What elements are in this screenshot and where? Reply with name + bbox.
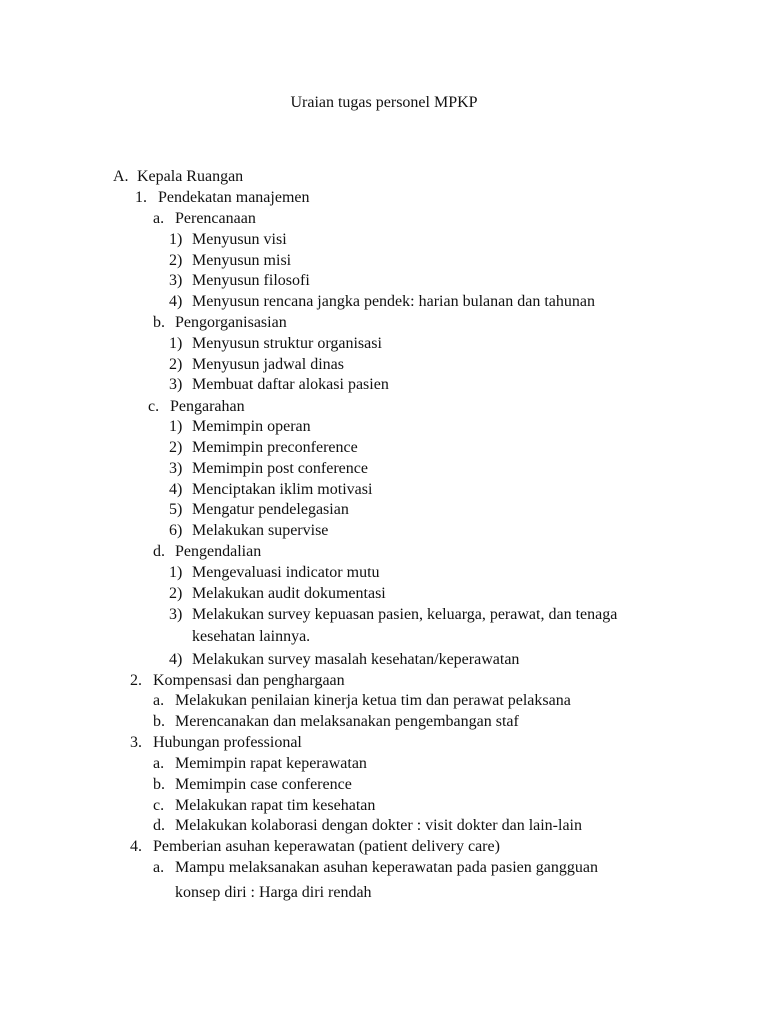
outline-item — [153, 796, 375, 816]
outline-item — [148, 397, 245, 417]
item-text: Melakukan penilaian kinerja ketua tim dan perawat pelaksana — [175, 692, 571, 709]
item-marker: 2) — [169, 439, 183, 456]
item-text: kesehatan lainnya. — [192, 628, 311, 645]
item-marker: 2) — [169, 356, 183, 373]
item-marker: a. — [153, 859, 165, 876]
item-marker: 1) — [169, 418, 183, 435]
item-text: Pemberian asuhan keperawatan (patient delivery care) — [153, 838, 500, 855]
item-text: Menyusun rencana jangka pendek: harian bulanan dan tahunan — [192, 293, 595, 310]
item-marker: 1) — [169, 231, 183, 248]
outline-item — [192, 627, 310, 647]
item-marker: a. — [153, 692, 165, 709]
item-marker: d. — [153, 543, 165, 560]
item-text: Perencanaan — [175, 210, 256, 227]
section-heading — [113, 167, 243, 187]
outline-item — [153, 542, 261, 562]
item-text: Melakukan rapat tim kesehatan — [175, 797, 376, 814]
item-text: Menyusun misi — [192, 252, 292, 269]
outline-item — [169, 251, 291, 271]
outline-item — [153, 775, 352, 795]
item-marker: b. — [153, 713, 165, 730]
item-marker: 3) — [169, 460, 183, 477]
item-marker: a. — [153, 755, 165, 772]
outline-item — [169, 230, 287, 250]
item-text: Melakukan supervise — [192, 522, 329, 539]
item-text: Melakukan survey masalah kesehatan/keperawatan — [192, 651, 520, 668]
item-text: Mengevaluasi indicator mutu — [192, 564, 380, 581]
outline-item — [153, 754, 367, 774]
item-marker: 3. — [130, 734, 142, 751]
item-marker: a. — [153, 210, 165, 227]
item-marker: 2) — [169, 252, 183, 269]
item-text: Pendekatan manajemen — [158, 189, 310, 206]
outline-item — [169, 355, 344, 375]
outline-item — [169, 500, 349, 520]
item-text: Menyusun struktur organisasi — [192, 335, 382, 352]
item-marker: 4) — [169, 651, 183, 668]
outline-item — [169, 292, 595, 312]
item-text: Memimpin rapat keperawatan — [175, 755, 367, 772]
outline-item — [169, 417, 311, 437]
outline-item — [135, 188, 310, 208]
item-text: Mampu melaksanakan asuhan keperawatan pada pasien gangguan — [175, 859, 598, 876]
outline-item — [175, 883, 372, 903]
item-marker: 2. — [130, 672, 142, 689]
item-text: konsep diri : Harga diri rendah — [175, 884, 372, 901]
item-text: Menyusun filosofi — [192, 272, 310, 289]
outline-item — [130, 733, 302, 753]
item-text: Pengendalian — [175, 543, 262, 560]
outline-item — [169, 605, 617, 625]
item-marker: d. — [153, 817, 165, 834]
item-text: Melakukan survey kepuasan pasien, keluarga, perawat, dan tenaga — [192, 606, 618, 623]
item-marker: 3) — [169, 606, 183, 623]
outline-item — [153, 816, 582, 836]
item-text: Memimpin case conference — [175, 776, 352, 793]
outline-item — [169, 584, 386, 604]
item-text: Memimpin post conference — [192, 460, 368, 477]
item-marker: 4) — [169, 293, 183, 310]
item-text: Pengorganisasian — [175, 314, 287, 331]
item-text: Membuat daftar alokasi pasien — [192, 376, 389, 393]
outline-item — [153, 209, 256, 229]
item-text: Menciptakan iklim motivasi — [192, 481, 373, 498]
outline-item — [169, 480, 372, 500]
item-text: Menyusun jadwal dinas — [192, 356, 344, 373]
outline-item — [153, 313, 287, 333]
outline-item — [169, 271, 310, 291]
outline-item — [153, 858, 598, 878]
outline-item — [169, 375, 389, 395]
item-marker: 3) — [169, 376, 183, 393]
outline-item — [130, 837, 500, 857]
outline-item — [153, 712, 519, 732]
item-marker: b. — [153, 314, 165, 331]
item-marker: 5) — [169, 501, 183, 518]
item-text: Memimpin preconference — [192, 439, 358, 456]
item-marker: 4. — [130, 838, 142, 855]
item-text: Memimpin operan — [192, 418, 311, 435]
item-text: Melakukan audit dokumentasi — [192, 585, 386, 602]
outline-item — [169, 563, 380, 583]
item-marker: c. — [153, 797, 165, 814]
item-marker: 4) — [169, 481, 183, 498]
item-text: Mengatur pendelegasian — [192, 501, 349, 518]
document-title: Uraian tugas personel MPKP — [290, 94, 478, 111]
item-marker: b. — [153, 776, 165, 793]
item-text: Melakukan kolaborasi dengan dokter : visit dokter dan lain-lain — [175, 817, 582, 834]
outline-item — [169, 334, 382, 354]
section-marker: A. — [113, 168, 129, 185]
outline-item — [169, 459, 368, 479]
item-marker: c. — [148, 398, 160, 415]
section-text: Kepala Ruangan — [137, 168, 244, 185]
item-marker: 3) — [169, 272, 183, 289]
item-text: Pengarahan — [170, 398, 245, 415]
item-marker: 1. — [135, 189, 147, 206]
item-text: Menyusun visi — [192, 231, 287, 248]
outline-item — [169, 650, 519, 670]
item-text: Kompensasi dan penghargaan — [153, 672, 345, 689]
item-marker: 1) — [169, 335, 183, 352]
outline-item — [153, 691, 571, 711]
item-marker: 1) — [169, 564, 183, 581]
item-marker: 6) — [169, 522, 183, 539]
outline-item — [169, 438, 358, 458]
outline-item — [130, 671, 345, 691]
outline-item — [169, 521, 328, 541]
item-text: Merencanakan dan melaksanakan pengembangan staf — [175, 713, 519, 730]
item-text: Hubungan professional — [153, 734, 302, 751]
item-marker: 2) — [169, 585, 183, 602]
